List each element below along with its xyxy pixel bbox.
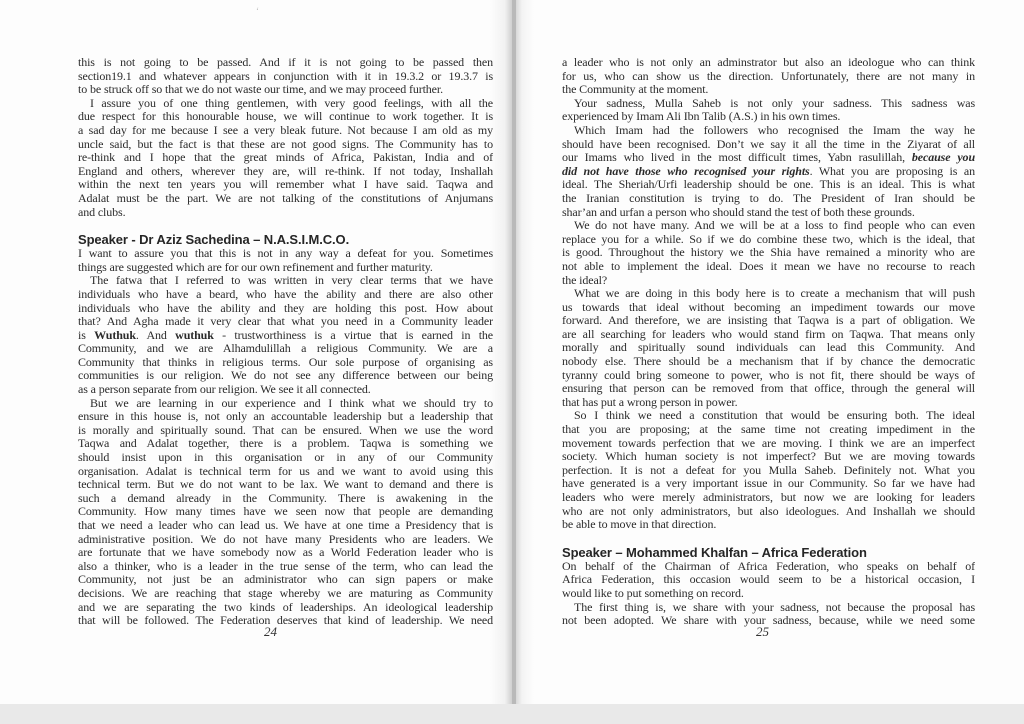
text-line: not been adopted. We share with your sadness, because, while we need some <box>562 614 975 628</box>
text-line: for us, who can show us the direction. Unfortunately, there are not many in <box>562 69 975 83</box>
text-line: ensuring that person can be removed from that office, through the general will <box>562 382 975 396</box>
text-line: decisions. We are reaching that stage whereby we are maturing as Community <box>78 586 493 600</box>
text-line: and clubs. <box>78 205 126 219</box>
text-line: individuals who have the ability and they are holding this post. How about <box>78 301 493 315</box>
text-line: are fortunate that we have somebody now as a World Federation leader who is <box>78 546 493 560</box>
text-line: to be struck off so that we do not waste our time, and we may proceed further. <box>78 83 443 97</box>
left-page-text <box>78 56 493 628</box>
text-line: We do not have many. And we will be at a loss to find people who can even <box>574 219 975 233</box>
text-line: Taqwa and Adalat together, there is a problem. Taqwa is something we <box>78 437 493 451</box>
paragraph <box>562 219 975 287</box>
left-page <box>0 0 512 704</box>
text-line: Which Imam had the followers who recognised the Imam the way he <box>574 123 975 137</box>
text-line: as a person separate from our religion. We see it all connected. <box>78 383 371 397</box>
text-line <box>78 329 493 343</box>
text-line: morally and spiritually sound individuals can lead this Community. And <box>562 341 975 355</box>
text-line: are all searching for leaders who would stand firm on Taqwa. That means only <box>562 327 975 341</box>
text-line: section19.1 and whatever appears in conjunction with it in 19.3.2 or 19.3.7 is <box>78 69 493 83</box>
right-page-text <box>562 56 975 628</box>
text-line: So I think we need a constitution that would be ensuring both. The ideal <box>574 409 975 423</box>
text-line: not able to implement the ideal. Does it mean we have no recourse to reach <box>562 259 975 273</box>
text-line: Community that thinks in religious terms. Our sole purpose of organising as <box>78 355 493 369</box>
text-line: this is not going to be passed. And if it is not going to be passed then <box>78 56 493 69</box>
text-line: have generated is a very important issue in our Community. So far we have had <box>562 477 975 491</box>
text-line: such a demand already in the Community. There is awakening in the <box>78 491 493 505</box>
text-line: that? And Agha made it very clear that what you need in a Community leader <box>78 315 493 329</box>
text-line: us towards that ideal without becoming an impediment towards our move <box>562 300 975 314</box>
right-page <box>516 0 1024 704</box>
text-line: that you are proposing; at the same time not creating impediment in the <box>562 423 975 437</box>
text-line: Community, and we are Alhamdulillah a religious Community. We are a <box>78 342 493 356</box>
text-line: leaders who were merely administrators, but now we are looking for leaders <box>562 491 975 504</box>
paragraph <box>562 97 975 124</box>
text-line: ensure in this house is, not only an accountable leadership but a leadership that <box>78 410 493 424</box>
text-line: movement towards perfection that we are moving. I think we are an imperfect <box>562 436 975 450</box>
text-line: uncle said, but the fact is that these are not good signs. The Community has to <box>78 137 493 151</box>
text-line: Your sadness, Mulla Saheb is not only your sadness. This sadness was <box>574 96 975 110</box>
text-line: But we are learning in our experience and I think what we should try to <box>90 396 493 410</box>
text-line <box>562 165 975 179</box>
page-number-left: 24 <box>264 624 277 639</box>
text-line: that we need a leader who can lead us. We have at one time a Presidency that is <box>78 519 493 532</box>
text-line: be able to move in that direction. <box>562 518 717 532</box>
text-line: Community, not just be an administrator who can sign papers or make <box>78 573 493 587</box>
paragraph <box>562 287 975 409</box>
text-segment: . And <box>135 328 176 342</box>
speaker-heading: Speaker – Mohammed Khalfan – Africa Federation <box>562 544 867 560</box>
scan-mark: ʻ <box>256 6 259 16</box>
text-line: the Iranian constitution is trying to do. The President of Iran should be <box>562 191 975 205</box>
text-line: Community. How many times have we seen now that people are demanding <box>78 505 493 519</box>
text-line: organisation. Adalat is technical term for us and we want to avoid using this <box>78 464 493 478</box>
text-line: forward. And therefore, we are insisting that Taqwa is a part of obligation. We <box>562 314 975 328</box>
text-line: I want to assure you that this is not in any way a defeat for you. Sometimes <box>78 247 493 261</box>
paragraph <box>78 247 493 274</box>
text-line: The first thing is, we share with your sadness, not because the proposal has <box>574 600 975 614</box>
text-line: and we are separating the two kinds of leaderships. An ideological leadership <box>78 600 493 614</box>
speaker-heading: Speaker - Dr Aziz Sachedina – N.A.S.I.M.C.O. <box>78 232 350 248</box>
text-line: The fatwa that I referred to was written in very clear terms that we have <box>90 274 493 288</box>
paragraph <box>78 56 493 97</box>
text-segment: is <box>78 328 95 342</box>
text-line: perfection. It is not a defeat for you Mulla Saheb. Definitely not. What you <box>562 463 975 477</box>
text-line: tyranny could bring someone to power, who is not fit, there should be ways of <box>562 368 975 382</box>
text-line: communities is our religion. We do not see any difference between our being <box>78 369 493 383</box>
text-segment: . What you are proposing is an <box>809 164 975 178</box>
bold-term: wuthuk <box>175 328 214 342</box>
text-line: shar’an and urfan a person who should stand the test of both these grounds. <box>562 205 915 219</box>
text-line: within the next ten years you will remember what I have said. Taqwa and <box>78 178 493 192</box>
text-line: would like to put something on record. <box>562 586 744 600</box>
text-line: ideal. The Sheriah/Urfi leadership should be one. This is an ideal. This is what <box>562 178 975 192</box>
text-line: the ideal? <box>562 273 608 287</box>
text-line: replace you for a while. So if we do combine these two, which is the ideal, that <box>562 232 975 246</box>
text-line: Adalat must be the part. We are not talking of the constitutions of Anjumans <box>78 191 493 205</box>
italic-text: because you <box>911 151 975 165</box>
text-line: should insist upon in this organisation or in any of our Community <box>78 451 493 465</box>
text-line: experienced by Imam Ali Ibn Talib (A.S.) in his own times. <box>562 110 841 124</box>
text-line: that has put a wrong person in power. <box>562 395 738 409</box>
text-line: also a thinker, who is a leader in the true sense of the term, who can lead the <box>78 559 493 573</box>
text-line: nobody else. There should be a mechanism that if by chance the democratic <box>562 355 975 369</box>
text-line: a sad day for me because I see a very bleak future. Not because I am old as my <box>78 123 493 137</box>
text-segment: our Imams who lived in the most difficult times, Yabn rasulillah, <box>562 151 912 165</box>
text-line: a leader who is not only an adminstrator but also an ideologue who can think <box>562 56 975 69</box>
italic-text: did not have those who recognised your rights <box>562 164 810 178</box>
text-line: that will be followed. The Federation deserves that kind of leadership. We need <box>78 614 493 628</box>
text-line: administrative position. We do not have many Presidents who are leaders. We <box>78 532 493 546</box>
text-line: the Community at the moment. <box>562 83 709 97</box>
text-segment: - trustworthiness is a virtue that is earned in the <box>213 328 493 342</box>
text-line: Africa Federation, this occasion would seem to be a historical occasion, I <box>562 573 975 587</box>
bold-term: Wuthuk <box>94 328 136 342</box>
text-line: What we are doing in this body here is to create a mechanism that will push <box>574 287 975 301</box>
text-line: England and others, wherever they are, will re-think. If not today, Inshallah <box>78 164 493 178</box>
paragraph <box>562 124 975 219</box>
text-line: I assure you of one thing gentlemen, with very good feelings, with all the <box>90 96 493 110</box>
page-number-right: 25 <box>756 624 769 639</box>
text-line: due respect for this honourable house, we will continue to work together. It is <box>78 110 493 124</box>
text-line <box>562 151 975 165</box>
paragraph <box>562 560 975 601</box>
text-line: things are suggested which are for our own refinement and further maturity. <box>78 260 433 274</box>
text-line: individuals who have a beard, who have the ability and there are also other <box>78 287 493 301</box>
text-line: re-think and I hope that the great minds of Africa, Pakistan, India and of <box>78 151 493 165</box>
text-line: is good. Throughout the history we the Shia have remained a minority who are <box>562 246 975 260</box>
paragraph <box>562 409 975 531</box>
text-line: who are not only administrators, but also ideologues. And Inshallah we should <box>562 504 975 518</box>
paragraph <box>78 274 493 396</box>
text-line: technical term. But we do not want to be lax. We want to demand and there is <box>78 478 493 492</box>
text-line: society. Which human society is not imperfect? But we are moving towards <box>562 450 975 464</box>
text-line: should have been recognised. Don’t we say it all the time in the Ziyarat of all <box>562 137 975 151</box>
paragraph <box>78 97 493 219</box>
paragraph <box>78 397 493 628</box>
paragraph <box>562 56 975 97</box>
text-line: is morally and spiritually sound. That can be ensured. When we use the word <box>78 423 493 437</box>
text-line: On behalf of the Chairman of Africa Federation, who speaks on behalf of <box>562 559 975 573</box>
